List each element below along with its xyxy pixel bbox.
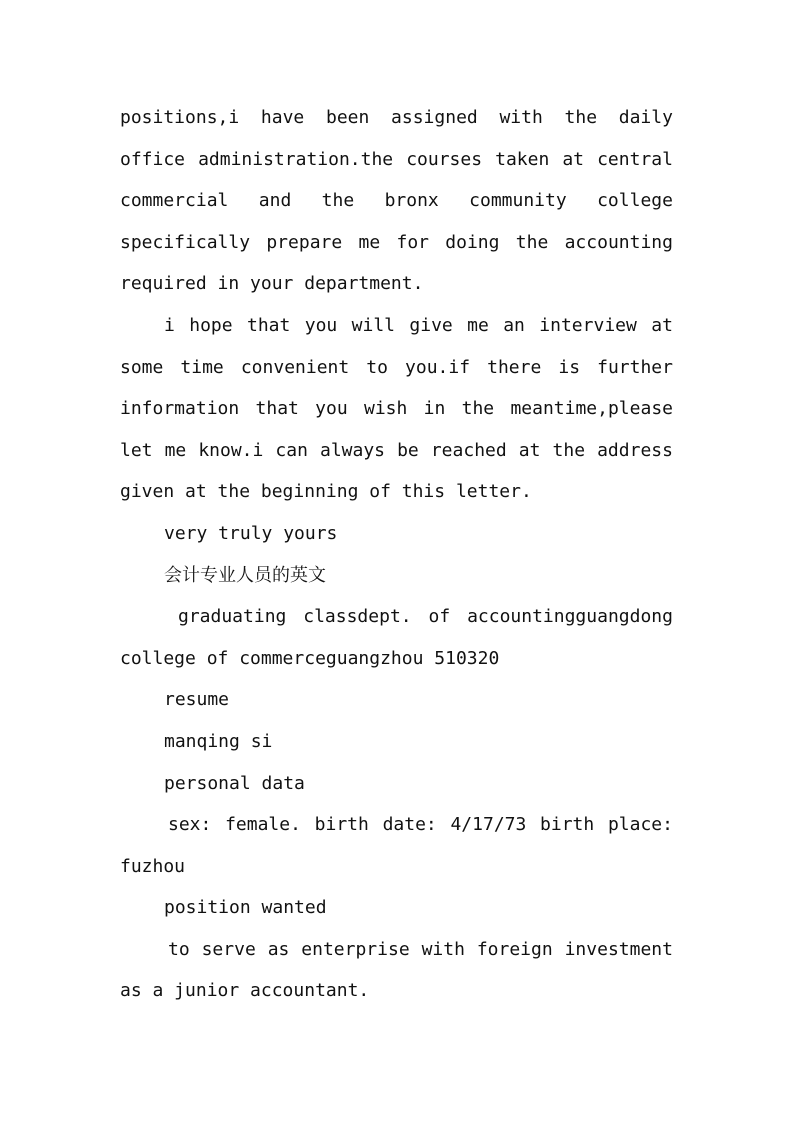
paragraph-line: required in your department. (120, 273, 424, 295)
word: the (321, 190, 355, 212)
word: with (421, 938, 465, 960)
personal-data-line: fuzhou (120, 855, 186, 877)
word: an (503, 314, 525, 336)
word: commercial (120, 190, 229, 212)
word: will (351, 314, 395, 336)
word: meantime,please (510, 398, 673, 420)
word: give (409, 314, 453, 336)
paragraph-line (120, 139, 673, 181)
word: and (258, 190, 292, 212)
section-heading: 会计专业人员的英文 (164, 564, 326, 586)
word: at (651, 314, 673, 336)
personal-data-label: personal data (164, 772, 305, 794)
resume-title: resume (164, 689, 230, 711)
school-line (120, 596, 673, 638)
word: the (564, 107, 598, 128)
document-page (120, 97, 673, 1012)
word: specifically (120, 231, 251, 253)
position-label: position wanted (164, 897, 327, 919)
word: been (325, 107, 370, 128)
word: accountingguangdong (467, 606, 673, 628)
word: me (358, 231, 381, 253)
word: accounting (564, 231, 673, 253)
applicant-name: manqing si (164, 730, 273, 752)
paragraph-line: given at the beginning of this letter. (120, 481, 532, 503)
word: to (366, 356, 388, 378)
paragraph-line (120, 180, 673, 222)
word: female. (225, 814, 301, 836)
word: you (304, 314, 338, 336)
paragraph-line (120, 388, 673, 430)
paragraph-line (120, 430, 673, 472)
word: convenient (240, 356, 350, 378)
word: foreign (476, 938, 553, 960)
word: birth (314, 814, 369, 836)
word: at (562, 148, 585, 170)
word: community (469, 190, 567, 212)
position-line: as a junior accountant. (120, 980, 370, 1002)
word: college (597, 190, 673, 212)
word: in (423, 398, 446, 420)
word: have (260, 107, 305, 128)
word: with (499, 107, 543, 128)
word: taken (495, 148, 550, 170)
letter-closing: very truly yours (164, 522, 338, 544)
word: know.i (198, 439, 264, 461)
paragraph-line (120, 347, 673, 389)
word: bronx (384, 190, 439, 212)
word: prepare (266, 231, 343, 253)
word: as (267, 938, 290, 960)
word: let (120, 439, 153, 461)
word: you (315, 398, 348, 420)
word: courses (406, 148, 483, 170)
school-line: college of commerceguangzhou 510320 (120, 647, 500, 669)
word: to (168, 938, 190, 960)
word: you.if (405, 356, 471, 378)
word: i (164, 314, 175, 336)
word: graduating (178, 606, 287, 628)
word: further (597, 356, 673, 378)
word: me (467, 314, 489, 336)
position-line (120, 929, 673, 971)
word: interview (539, 314, 637, 336)
word: reached (430, 439, 507, 461)
word: the (552, 439, 586, 461)
word: hope (189, 314, 233, 336)
word: there (487, 356, 542, 378)
word: the (461, 398, 495, 420)
word: administration.the (198, 148, 394, 170)
word: that (255, 398, 299, 420)
personal-data-line (120, 804, 673, 846)
word: can (275, 439, 308, 461)
word: birth (540, 814, 595, 836)
word: is (558, 356, 581, 378)
word: office (120, 148, 186, 170)
word: time (180, 356, 224, 378)
word: for (396, 231, 429, 253)
word: serve (201, 938, 256, 960)
word: at (518, 439, 541, 461)
word: central (597, 148, 673, 170)
word: date: (382, 814, 437, 836)
word: positions,i (120, 107, 240, 128)
word: me (164, 439, 187, 461)
word: 4/17/73 (450, 814, 527, 836)
word: information (120, 398, 240, 420)
word: enterprise (301, 938, 410, 960)
word: place: (607, 814, 673, 836)
word: daily (618, 107, 673, 128)
word: classdept. (303, 606, 412, 628)
word: some (120, 356, 164, 378)
word: sex: (168, 814, 212, 836)
word: that (246, 314, 291, 336)
word: doing (445, 231, 500, 253)
word: assigned (391, 107, 478, 128)
word: the (515, 231, 549, 253)
word: address (597, 439, 673, 461)
word: be (397, 439, 419, 461)
paragraph-line (120, 222, 673, 264)
word: investment (564, 938, 673, 960)
word: always (320, 439, 386, 461)
word: wish (363, 398, 408, 420)
word: of (428, 606, 451, 628)
paragraph-line (120, 97, 673, 139)
paragraph-line (120, 305, 673, 347)
